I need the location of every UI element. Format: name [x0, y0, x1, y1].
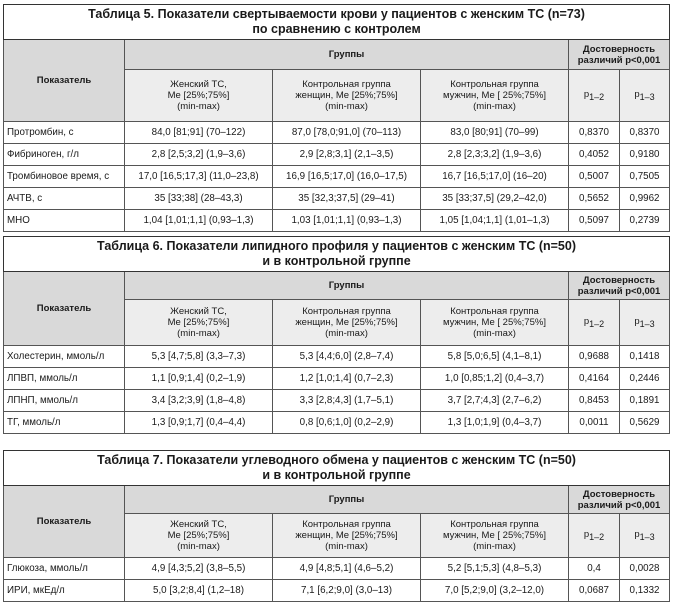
cell-g3: 5,2 [5,1;5,3] (4,8–5,3): [421, 558, 569, 580]
cell-g1: 84,0 [81;91] (70–122): [125, 122, 273, 144]
p12-header: [569, 514, 620, 558]
row-label: Холестерин, ммоль/л: [4, 346, 125, 368]
p13-header: [620, 514, 670, 558]
cell-g3_line1: Контрольная группа: [450, 519, 539, 530]
cell-p13: 0,1332: [620, 580, 670, 602]
table-row: [4, 580, 670, 602]
cell-g2_line2: женщин, Me [25%;75%]: [295, 317, 398, 328]
cell-col_significance_line1: Достоверность: [582, 274, 656, 286]
cell-p12_sub: 1–2: [589, 531, 605, 542]
cell-g2_line1: Контрольная группа: [302, 79, 391, 90]
cell-g2: 7,1 [6,2;9,0] (3,0–13): [273, 580, 421, 602]
cell-g3: 16,7 [16,5;17,0] (16–20): [421, 166, 569, 188]
group-2-header: [273, 514, 421, 558]
cell-g1_line3: (min-max): [177, 541, 220, 552]
groups-header: [125, 486, 569, 514]
cell-p12: 0,4164: [569, 368, 620, 390]
table-5-title: [4, 5, 670, 40]
cell-p12: 0,0011: [569, 412, 620, 434]
cell-col_significance_line2: различий p<0,001: [577, 499, 661, 511]
cell-p12: 0,4: [569, 558, 620, 580]
cell-g1_line3: (min-max): [177, 328, 220, 339]
cell-p12: 0,9688: [569, 346, 620, 368]
cell-g1: 5,0 [3,2;8,4] (1,2–18): [125, 580, 273, 602]
cell-g1_line1: Женский ТС,: [170, 306, 227, 317]
indicator-header: [4, 40, 125, 122]
significance-header: [569, 272, 670, 300]
cell-g3: 3,7 [2,7;4,3] (2,7–6,2): [421, 390, 569, 412]
group-1-header: [125, 514, 273, 558]
cell-p12: 0,8370: [569, 122, 620, 144]
cell-g1: 1,1 [0,9;1,4] (0,2–1,9): [125, 368, 273, 390]
cell-p13: 0,2446: [620, 368, 670, 390]
group-1-header: [125, 70, 273, 122]
row-label: ИРИ, мкЕд/л: [4, 580, 125, 602]
cell-p12: p: [583, 528, 590, 540]
cell-col_significance_line2: различий p<0,001: [577, 54, 661, 66]
group-3-header: [421, 514, 569, 558]
cell-g3: 83,0 [80;91] (70–99): [421, 122, 569, 144]
cell-col_groups: Группы: [328, 280, 365, 291]
row-label: АЧТВ, с: [4, 188, 125, 210]
cell-p13: p: [634, 528, 640, 540]
cell-p12_sub: 1–2: [589, 318, 605, 329]
cell-p13: 0,1891: [620, 390, 670, 412]
cell-col_significance_line1: Достоверность: [582, 43, 656, 55]
cell-g3: 1,0 [0,85;1,2] (0,4–3,7): [421, 368, 569, 390]
table-5: [3, 4, 669, 232]
cell-title_line1: Таблица 5. Показатели свертываемости крови у пациентов с женским ТС (n=73): [88, 7, 585, 21]
cell-g1: 4,9 [4,3;5,2] (3,8–5,5): [125, 558, 273, 580]
table-row: [4, 346, 670, 368]
cell-p12: 0,8453: [569, 390, 620, 412]
groups-header: [125, 40, 569, 70]
cell-col_indicator: Показатель: [36, 75, 92, 86]
cell-g2: 16,9 [16,5;17,0] (16,0–17,5): [273, 166, 421, 188]
cell-p13: 0,7505: [620, 166, 670, 188]
cell-p12: p: [583, 315, 590, 327]
cell-g2: 2,9 [2,8;3,1] (2,1–3,5): [273, 144, 421, 166]
table-row: [4, 188, 670, 210]
table-row: [4, 558, 670, 580]
cell-p12: 0,0687: [569, 580, 620, 602]
group-2-header: [273, 70, 421, 122]
cell-g3: 1,05 [1,04;1,1] (1,01–1,3): [421, 210, 569, 232]
p12-header: [569, 300, 620, 346]
cell-g1_line2: Me [25%;75%]: [167, 90, 230, 101]
cell-g3_line3: (min-max): [473, 541, 516, 552]
cell-g2_line2: женщин, Me [25%;75%]: [295, 90, 398, 101]
cell-g3_line2: мужчин, Me [ 25%;75%]: [443, 530, 546, 541]
cell-g3_line3: (min-max): [473, 101, 516, 112]
cell-g3: 2,8 [2,3;3,2] (1,9–3,6): [421, 144, 569, 166]
cell-p13: p: [634, 88, 640, 100]
cell-g1: 2,8 [2,5;3,2] (1,9–3,6): [125, 144, 273, 166]
cell-p12: 0,5007: [569, 166, 620, 188]
cell-g3: 1,3 [1,0;1,9] (0,4–3,7): [421, 412, 569, 434]
cell-title_line1: Таблица 6. Показатели липидного профиля у пациентов с женским ТС (n=50): [97, 239, 577, 253]
cell-col_groups: Группы: [328, 49, 365, 60]
table-row: [4, 144, 670, 166]
cell-p13_sub: 1–3: [639, 91, 655, 102]
cell-p12: 0,5652: [569, 188, 620, 210]
cell-g2: 35 [32,3;37,5] (29–41): [273, 188, 421, 210]
significance-header: [569, 40, 670, 70]
table-6: [3, 236, 669, 434]
cell-g3_line2: мужчин, Me [ 25%;75%]: [443, 90, 546, 101]
cell-p13: p: [634, 315, 640, 327]
cell-g2_line3: (min-max): [325, 328, 368, 339]
cell-g3: 5,8 [5,0;6,5] (4,1–8,1): [421, 346, 569, 368]
p13-header: [620, 300, 670, 346]
cell-title_line2: по сравнению с контролем: [252, 22, 421, 36]
cell-col_indicator: Показатель: [36, 303, 92, 314]
table-row: [4, 166, 670, 188]
cell-p13: 0,9180: [620, 144, 670, 166]
cell-g1_line1: Женский ТС,: [170, 519, 227, 530]
cell-g2_line3: (min-max): [325, 101, 368, 112]
table-row: [4, 412, 670, 434]
cell-title_line1: Таблица 7. Показатели углеводного обмена у пациентов с женским ТС (n=50): [97, 453, 576, 467]
cell-p13: 0,0028: [620, 558, 670, 580]
cell-g1_line1: Женский ТС,: [170, 79, 227, 90]
cell-g2_line1: Контрольная группа: [302, 519, 391, 530]
cell-col_indicator: Показатель: [36, 516, 92, 527]
cell-p12: 0,5097: [569, 210, 620, 232]
cell-g3_line2: мужчин, Me [ 25%;75%]: [443, 317, 546, 328]
cell-g1: 3,4 [3,2;3,9] (1,8–4,8): [125, 390, 273, 412]
table-7-title: [4, 451, 670, 486]
cell-g2: 87,0 [78,0;91,0] (70–113): [273, 122, 421, 144]
cell-g2: 0,8 [0,6;1,0] (0,2–2,9): [273, 412, 421, 434]
table-7: [3, 450, 669, 602]
cell-p13: 0,5629: [620, 412, 670, 434]
table-6-title: [4, 237, 670, 272]
indicator-header: [4, 272, 125, 346]
cell-col_significance_line2: различий p<0,001: [577, 285, 661, 297]
cell-g3_line1: Контрольная группа: [450, 79, 539, 90]
cell-p13: 0,9962: [620, 188, 670, 210]
cell-g1: 1,04 [1,01;1,1] (0,93–1,3): [125, 210, 273, 232]
cell-g2_line3: (min-max): [325, 541, 368, 552]
cell-g3: 35 [33;37,5] (29,2–42,0): [421, 188, 569, 210]
table-row: [4, 390, 670, 412]
cell-p13: 0,2739: [620, 210, 670, 232]
cell-col_significance_line1: Достоверность: [582, 488, 656, 500]
p12-header: [569, 70, 620, 122]
cell-g1_line2: Me [25%;75%]: [167, 317, 230, 328]
cell-g2: 1,03 [1,01;1,1] (0,93–1,3): [273, 210, 421, 232]
table-row: [4, 368, 670, 390]
cell-p12: p: [583, 88, 590, 100]
p13-header: [620, 70, 670, 122]
cell-g2: 1,2 [1,0;1,4] (0,7–2,3): [273, 368, 421, 390]
cell-p13: 0,8370: [620, 122, 670, 144]
row-label: ЛПВП, ммоль/л: [4, 368, 125, 390]
group-1-header: [125, 300, 273, 346]
significance-header: [569, 486, 670, 514]
cell-g1: 35 [33;38] (28–43,3): [125, 188, 273, 210]
cell-g1_line3: (min-max): [177, 101, 220, 112]
indicator-header: [4, 486, 125, 558]
cell-title_line2: и в контрольной группе: [262, 468, 411, 482]
cell-p12_sub: 1–2: [589, 91, 605, 102]
row-label: ТГ, ммоль/л: [4, 412, 125, 434]
cell-g2_line2: женщин, Me [25%;75%]: [295, 530, 398, 541]
cell-p13_sub: 1–3: [639, 531, 655, 542]
cell-g3_line3: (min-max): [473, 328, 516, 339]
cell-g1: 1,3 [0,9;1,7] (0,4–4,4): [125, 412, 273, 434]
row-label: ЛПНП, ммоль/л: [4, 390, 125, 412]
cell-g3_line1: Контрольная группа: [450, 306, 539, 317]
group-3-header: [421, 70, 569, 122]
group-2-header: [273, 300, 421, 346]
row-label: МНО: [4, 210, 125, 232]
cell-g2_line1: Контрольная группа: [302, 306, 391, 317]
cell-g1: 17,0 [16,5;17,3] (11,0–23,8): [125, 166, 273, 188]
row-label: Фибриноген, г/л: [4, 144, 125, 166]
cell-col_groups: Группы: [328, 494, 365, 505]
table-row: [4, 122, 670, 144]
groups-header: [125, 272, 569, 300]
row-label: Тромбиновое время, с: [4, 166, 125, 188]
row-label: Протромбин, с: [4, 122, 125, 144]
cell-g2: 5,3 [4,4;6,0] (2,8–7,4): [273, 346, 421, 368]
row-label: Глюкоза, ммоль/л: [4, 558, 125, 580]
cell-p12: 0,4052: [569, 144, 620, 166]
table-row: [4, 210, 670, 232]
cell-title_line2: и в контрольной группе: [262, 254, 411, 268]
cell-p13: 0,1418: [620, 346, 670, 368]
group-3-header: [421, 300, 569, 346]
cell-g1: 5,3 [4,7;5,8] (3,3–7,3): [125, 346, 273, 368]
cell-g2: 3,3 [2,8;4,3] (1,7–5,1): [273, 390, 421, 412]
cell-g1_line2: Me [25%;75%]: [167, 530, 230, 541]
cell-p13_sub: 1–3: [639, 318, 655, 329]
cell-g2: 4,9 [4,8;5,1] (4,6–5,2): [273, 558, 421, 580]
cell-g3: 7,0 [5,2;9,0] (3,2–12,0): [421, 580, 569, 602]
